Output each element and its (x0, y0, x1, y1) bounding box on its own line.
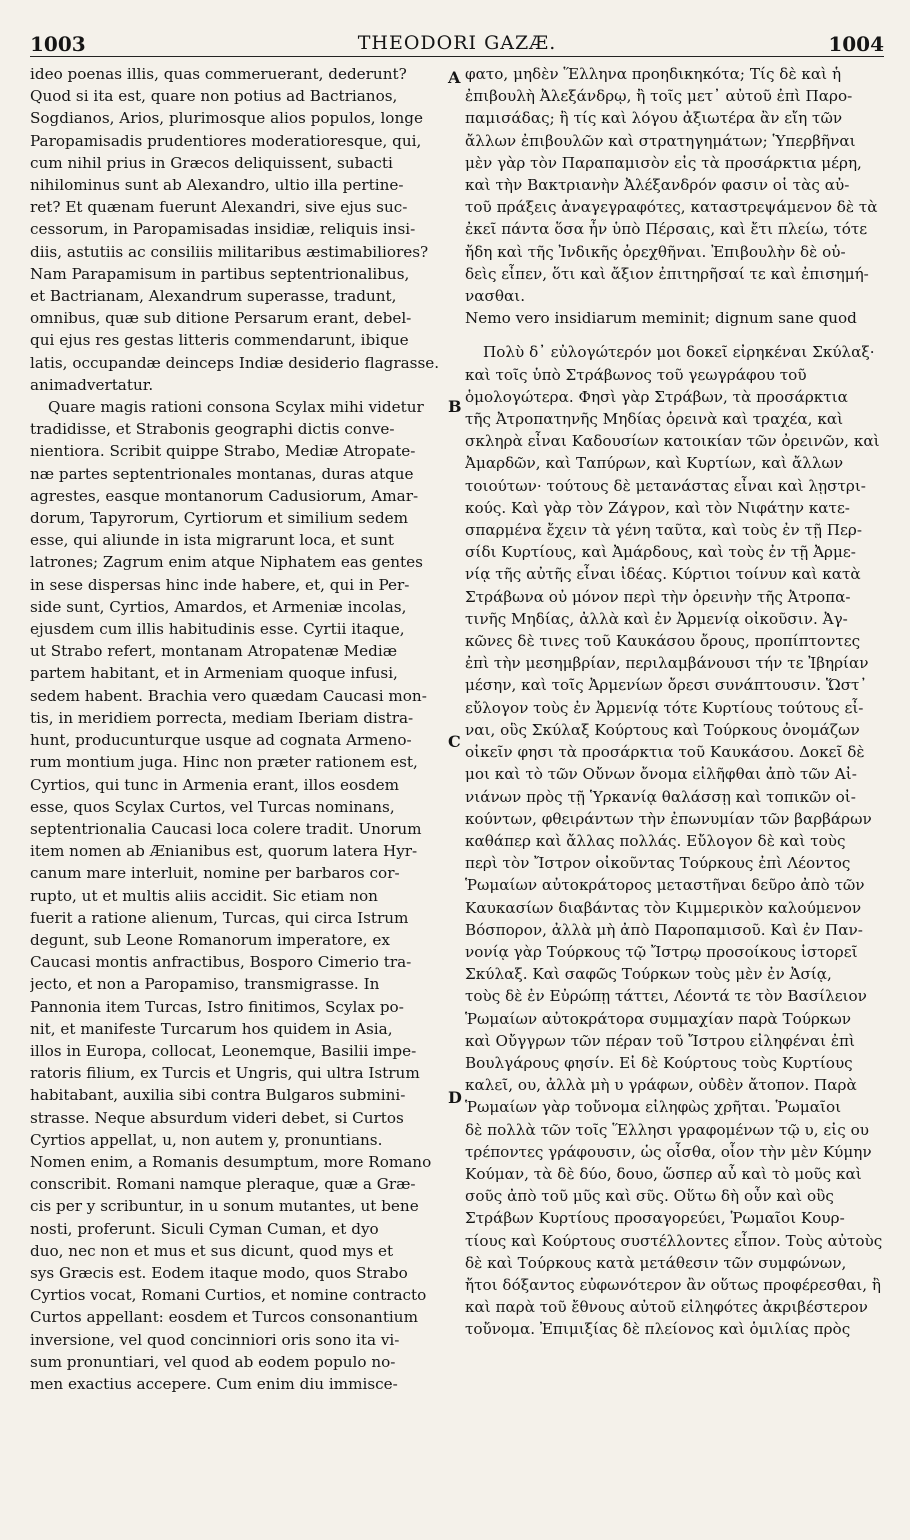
text-line: Ῥωμαίων γὰρ τοὔνομα εἰληφὼς χρῆται. Ῥωμαῖοι (465, 1098, 842, 1117)
text-line: ἄλλων ἐπιβουλῶν καὶ στρατηγημάτων; Ὑπερβῆναι (465, 131, 856, 150)
text-line: καὶ παρὰ τοῦ ἔθνους αὐτοῦ εἰληφότες ἀκριβέστερον (465, 1298, 868, 1317)
text-line: nihilominus sunt ab Alexandro, ultio illa pertine- (30, 176, 404, 195)
text-line: ναι, οὓς Σκύλαξ Κούρτους καὶ Τούρκους ὀνομάζων (465, 720, 860, 739)
text-line: καλεῖ, ου, ἀλλὰ μὴ υ γράφων, οὐδὲν ἄτοπον. Παρὰ (465, 1076, 857, 1095)
text-line: ἤτοι δόξαντος εὐφωνότερον ἂν οὕτως προφέρεσθαι, ἢ (465, 1275, 881, 1294)
section-marker-a: A (448, 68, 461, 87)
text-line: τοιούτων· τούτους δὲ μετανάστας εἶναι καὶ λῃστρι- (465, 476, 866, 495)
latin-bridge-line (30, 307, 449, 329)
greek-column (465, 63, 884, 1395)
text-line: agrestes, easque montanorum Cadusiorum, Amar- (30, 486, 419, 505)
text-line: sum pronuntiari, vel quod ab eodem populo no- (30, 1352, 396, 1371)
text-line: Βουλγάρους φησίν. Εἰ δὲ Κούρτους τοὺς Κυρτίους (465, 1053, 853, 1072)
text-line: περὶ τὸν Ἴστρον οἰκοῦντας Τούρκους ἐπὶ Λέοντος (465, 854, 851, 873)
text-line: τινῆς Μηδίας, ἀλλὰ καὶ ἐν Ἀρμενίᾳ οἰκοῦσιν. Ἀγ- (465, 609, 848, 628)
text-line: esse, qui aliunde in ista migrarunt loca, et sunt (30, 531, 395, 550)
text-line: Στράβωνα οὐ μόνον περὶ τὴν ὀρεινὴν τῆς Ἀτροπα- (465, 587, 851, 606)
text-line: ἐκεῖ πάντα ὅσα ἦν ὑπὸ Πέρσαις, καὶ ἔτι πλείω, τότε (465, 220, 868, 239)
text-line: sys Græcis est. Eodem itaque modo, quos Strabo (30, 1263, 408, 1282)
text-line: καὶ τοῖς ὑπὸ Στράβωνος τοῦ γεωγράφου τοῦ (465, 365, 807, 384)
running-header (30, 26, 884, 57)
text-line: σίδι Κυρτίους, καὶ Ἀμάρδους, καὶ τοὺς ἐν τῇ Ἀρμε- (465, 543, 856, 562)
text-line: ἐπιβουλὴ Ἀλεξάνδρῳ, ἢ τοῖς μετ᾽ αὐτοῦ ἐπὶ Παρο- (465, 87, 853, 106)
text-line: Ἀμαρδῶν, καὶ Ταπύρων, καὶ Κυρτίων, καὶ ἄλλων (465, 454, 844, 473)
text-line: esse, quos Scylax Curtos, vel Turcas nominans, (30, 797, 395, 816)
text-line: Σκύλαξ. Καὶ σαφῶς Τούρκων τοὺς μὲν ἐν Ἀσίᾳ, (465, 965, 832, 984)
text-line: ἐπὶ τὴν μεσημβρίαν, περιλαμβάνουσι τήν τε Ἰβηρίαν (465, 654, 869, 673)
two-column-body (30, 63, 884, 1395)
text-line: μοι καὶ τὸ τῶν Οὔνων ὄνομα εἰλῆφθαι ἀπὸ τῶν Αἰ- (465, 765, 857, 784)
running-title: THEODORI GAZÆ. (357, 32, 557, 54)
text-line: cis per y scribuntur, in u sonum mutantes, ut bene (30, 1197, 419, 1216)
text-line: δεὶς εἶπεν, ὅτι καὶ ἄξιον ἐπιτηρῆσαί τε καὶ ἐπισημή- (465, 264, 869, 283)
text-line: Βόσπορον, ἀλλὰ μὴ ἀπὸ Παροπαμισοῦ. Καὶ ἐν Παν- (465, 920, 863, 939)
text-line: παμισάδας; ἢ τίς καὶ λόγου ἀξιωτέρα ἂν εἴη τῶν (465, 109, 843, 128)
text-line: Πολὺ δ᾽ εὐλογώτερόν μοι δοκεῖ εἰρηκέναι Σκύλαξ· (483, 343, 875, 362)
text-line: degunt, sub Leone Romanorum imperatore, ex (30, 930, 390, 949)
text-line: jecto, et non a Paropamiso, transmigrasse. In (30, 975, 380, 994)
section-marker-c: C (448, 732, 461, 751)
section-marker-d: D (448, 1088, 462, 1107)
section-marker-b: B (448, 397, 462, 416)
text-line: rupto, ut et multis aliis accidit. Sic etiam non (30, 886, 378, 905)
latin-paragraph-1 (30, 63, 449, 307)
text-line: τίους καὶ Κούρτους συστέλλοντες εἶπον. Τοὺς αὐτοὺς (465, 1231, 883, 1250)
greek-paragraph-2 (465, 341, 884, 1340)
latin-bridge-text: omnibus, quæ sub ditione Persarum erant, debel- (30, 309, 412, 328)
text-line: et Bactrianam, Alexandrum superasse, tradunt, (30, 287, 397, 306)
text-line: εὔλογον τοὺς ἐν Ἀρμενίᾳ τότε Κυρτίους τούτους εἶ- (465, 698, 864, 717)
text-line: Paropamisadis prudentiores moderatioresque, qui, (30, 131, 422, 150)
text-line: ret? Et quænam fuerunt Alexandri, sive ejus suc- (30, 198, 408, 217)
text-line: νονίᾳ γὰρ Τούρκους τῷ Ἴστρῳ προσοίκους ἱστορεῖ (465, 942, 858, 961)
text-line: conscribit. Romani namque pleraque, quæ a Græ- (30, 1175, 416, 1194)
greek-paragraph-1 (465, 63, 884, 307)
text-line: δὲ πολλὰ τῶν τοῖς Ἕλλησι γραφομένων τῷ υ, εἰς ου (465, 1120, 869, 1139)
greek-bridge-line (465, 307, 884, 329)
text-line: fuerit a ratione alienum, Turcas, qui circa Istrum (30, 908, 409, 927)
text-line: Curtos appellant: eosdem et Turcos consonantium (30, 1308, 418, 1327)
text-line: σοῦς ἀπὸ τοῦ μῦς καὶ σῦς. Οὕτω δὴ οὖν καὶ οὓς (465, 1187, 834, 1206)
text-line: diis, astutiis ac consiliis militaribus æstimabiliores? (30, 242, 429, 261)
text-line: κούς. Καὶ γὰρ τὸν Ζάγρον, καὶ τὸν Νιφάτην κατε- (465, 498, 850, 517)
text-line: strasse. Neque absurdum videri debet, si Curtos (30, 1108, 404, 1127)
text-line: nit, et manifeste Turcarum hos quidem in Asia, (30, 1019, 393, 1038)
text-line: Cyrtios appellat, u, non autem y, pronuntians. (30, 1130, 383, 1149)
text-line: νιάνων πρὸς τῇ Ὑρκανίᾳ θαλάσσῃ καὶ τοπικῶν οἰ- (465, 787, 856, 806)
text-line: habitabant, auxilia sibi contra Bulgaros submini- (30, 1086, 406, 1105)
text-line: τοὺς δὲ ἐν Εὐρώπῃ τάττει, Λέοντά τε τὸν Βασίλειον (465, 987, 867, 1006)
latin-paragraph-2 (30, 396, 449, 1395)
text-line: Ῥωμαίων αὐτοκράτορα συμμαχίαν παρὰ Τούρκων (465, 1009, 852, 1028)
text-line: καὶ τὴν Βακτριανὴν Ἀλέξανδρόν φασιν οἱ τὰς αὐ- (465, 176, 850, 195)
text-line: μὲν γὰρ τὸν Παραπαμισὸν εἰς τὰ προσάρκτια μέρη, (465, 153, 862, 172)
text-line: dorum, Tapyrorum, Cyrtiorum et similium sedem (30, 509, 409, 528)
greek-bridge-text: Nemo vero insidiarum meminit; dignum sane quod (465, 309, 857, 328)
text-line: side sunt, Cyrtios, Amardos, et Armeniæ incolas, (30, 597, 407, 616)
text-line: φατο, μηδὲν Ἕλληνα προηδικηκότα; Τίς δὲ καὶ ἡ (465, 65, 842, 83)
latin-column (30, 63, 449, 1395)
text-line: Quod si ita est, quare non potius ad Bactrianos, (30, 87, 398, 106)
text-line: τοῦ πράξεις ἀναγεγραφότες, καταστρεψάμενον δὲ τὰ (465, 198, 878, 217)
text-line: qui ejus res gestas litteris commendarunt, ibique (30, 331, 409, 350)
text-line: septentrionalia Caucasi loca colere tradit. Unorum (30, 819, 422, 838)
text-line: κῶνες δὲ τινες τοῦ Καυκάσου ὄρους, προπίπτοντες (465, 632, 861, 651)
text-line: ut Strabo refert, montanam Atropatenæ Mediæ (30, 642, 398, 661)
text-line: Quare magis rationi consona Scylax mihi videtur (48, 398, 424, 417)
text-line: σπαρμένα ἔχειν τὰ γένη ταῦτα, καὶ τοὺς ἐν τῇ Περ- (465, 521, 862, 540)
text-line: καθάπερ καὶ ἄλλας πολλάς. Εὔλογον δὲ καὶ τοὺς (465, 831, 846, 850)
text-line: Καυκασίων διαβάντας τὸν Κιμμερικὸν καλούμενον (465, 898, 862, 917)
text-line: κούντων, φθειράντων τὴν ἐπωνυμίαν τῶν βαρβάρων (465, 809, 872, 828)
text-line: partem habitant, et in Armeniam quoque infusi, (30, 664, 398, 683)
text-line: nientiora. Scribit quippe Strabo, Mediæ Atropate- (30, 442, 416, 461)
text-line: ὁμολογώτερα. Φησὶ γὰρ Στράβων, τὰ προσάρκτια (465, 387, 848, 406)
text-line: cessorum, in Paropamisadas insidiæ, reliquis insi- (30, 220, 416, 239)
text-line: tis, in meridiem porrecta, mediam Iberiam distra- (30, 708, 414, 727)
text-line: cum nihil prius in Græcos deliquissent, subacti (30, 153, 393, 172)
text-line: canum mare interluit, nomine per barbaros cor- (30, 864, 400, 883)
text-line: ἤδη καὶ τῆς Ἰνδικῆς ὀρεχθῆναι. Ἐπιβουλὴν δὲ οὐ- (465, 242, 846, 261)
text-line: ratoris filium, ex Turcis et Ungris, qui ultra Istrum (30, 1064, 420, 1083)
text-line: Pannonia item Turcas, Istro finitimos, Scylax po- (30, 997, 404, 1016)
left-column-number: 1003 (30, 32, 86, 56)
text-line: οἰκεῖν φησι τὰ προσάρκτια τοῦ Καυκάσου. Δοκεῖ δὲ (465, 743, 865, 762)
text-line: Nam Parapamisum in partibus septentrionalibus, (30, 264, 410, 283)
text-line: illos in Europa, collocat, Leonemque, Basilii impe- (30, 1041, 417, 1060)
text-line: tradidisse, et Strabonis geographi dictis conve- (30, 420, 395, 439)
latin-paragraph-1-end (30, 329, 449, 396)
text-line: duo, nec non et mus et sus dicunt, quod mys et (30, 1241, 394, 1260)
text-line: νίᾳ τῆς αὐτῆς εἶναι ἰδέας. Κύρτιοι τοίνυν καὶ κατὰ (465, 565, 861, 584)
text-line: ejusdem cum illis habitudinis esse. Cyrtii itaque, (30, 620, 405, 639)
text-line: τῆς Ἀτροπατηνῆς Μηδίας ὀρεινὰ καὶ τραχέα, καὶ (465, 410, 844, 429)
text-line: nosti, proferunt. Siculi Cyman Cuman, et dyo (30, 1219, 379, 1238)
text-line: animadvertatur. (30, 375, 154, 394)
text-line: σκληρὰ εἶναι Καδουσίων κατοικίαν τῶν ὀρεινῶν, καὶ (465, 432, 880, 451)
text-line: rum montium juga. Hinc non præter rationem est, (30, 753, 418, 772)
text-line: in sese dispersas hinc inde habere, et, qui in Per- (30, 575, 410, 594)
text-line: νασθαι. (465, 287, 526, 306)
text-line: latrones; Zagrum enim atque Niphatem eas gentes (30, 553, 423, 572)
text-line: Κούμαν, τὰ δὲ δύο, δουο, ὥσπερ αὖ καὶ τὸ μοῦς καὶ (465, 1164, 862, 1183)
text-line: Caucasi montis anfractibus, Bosporo Cimerio tra- (30, 953, 412, 972)
text-line: Sogdianos, Arios, plurimosque alios populos, longe (30, 109, 423, 128)
right-column-number: 1004 (828, 32, 884, 56)
text-line: men exactius accepere. Cum enim diu immisce- (30, 1374, 398, 1393)
text-line: δὲ καὶ Τούρκους κατὰ μετάθεσιν τῶν συμφώνων, (465, 1253, 847, 1272)
text-line: τοὔνομα. Ἐπιμιξίας δὲ πλείονος καὶ ὁμιλίας πρὸς (465, 1320, 851, 1339)
text-line: næ partes septentrionales montanas, duras atque (30, 464, 414, 483)
text-line: inversione, vel quod concinniori oris sono ita vi- (30, 1330, 400, 1349)
text-line: Nomen enim, a Romanis desumptum, more Romano (30, 1152, 432, 1171)
text-line: τρέποντες γράφουσιν, ὡς οἶσθα, οἷον τὴν μὲν Κύμην (465, 1142, 872, 1161)
text-line: καὶ Οὔγγρων τῶν πέραν τοῦ Ἴστρου εἰληφέναι ἐπὶ (465, 1031, 855, 1050)
text-line: hunt, producunturque usque ad cognata Armeno- (30, 731, 412, 750)
text-line: latis, occupandæ deinceps Indiæ desiderio flagrasse. (30, 353, 440, 372)
text-line: Στράβων Κυρτίους προσαγορεύει, Ῥωμαῖοι Κουρ- (465, 1209, 845, 1228)
text-line: item nomen ab Ænianibus est, quorum latera Hyr- (30, 842, 418, 861)
text-line: ideo poenas illis, quas commeruerant, dederunt? (30, 65, 407, 83)
text-line: Cyrtios, qui tunc in Armenia erant, illos eosdem (30, 775, 400, 794)
text-line: sedem habent. Brachia vero quædam Caucasi mon- (30, 686, 427, 705)
text-line: Cyrtios vocat, Romani Curtios, et nomine contracto (30, 1286, 427, 1305)
text-line: μέσην, καὶ τοῖς Ἀρμενίων ὄρεσι συνάπτουσιν. Ὥστ᾽ (465, 676, 868, 695)
text-line: Ῥωμαίων αὐτοκράτορος μεταστῆναι δεῦρο ἀπὸ τῶν (465, 876, 865, 895)
paragraph-gap (465, 329, 884, 341)
